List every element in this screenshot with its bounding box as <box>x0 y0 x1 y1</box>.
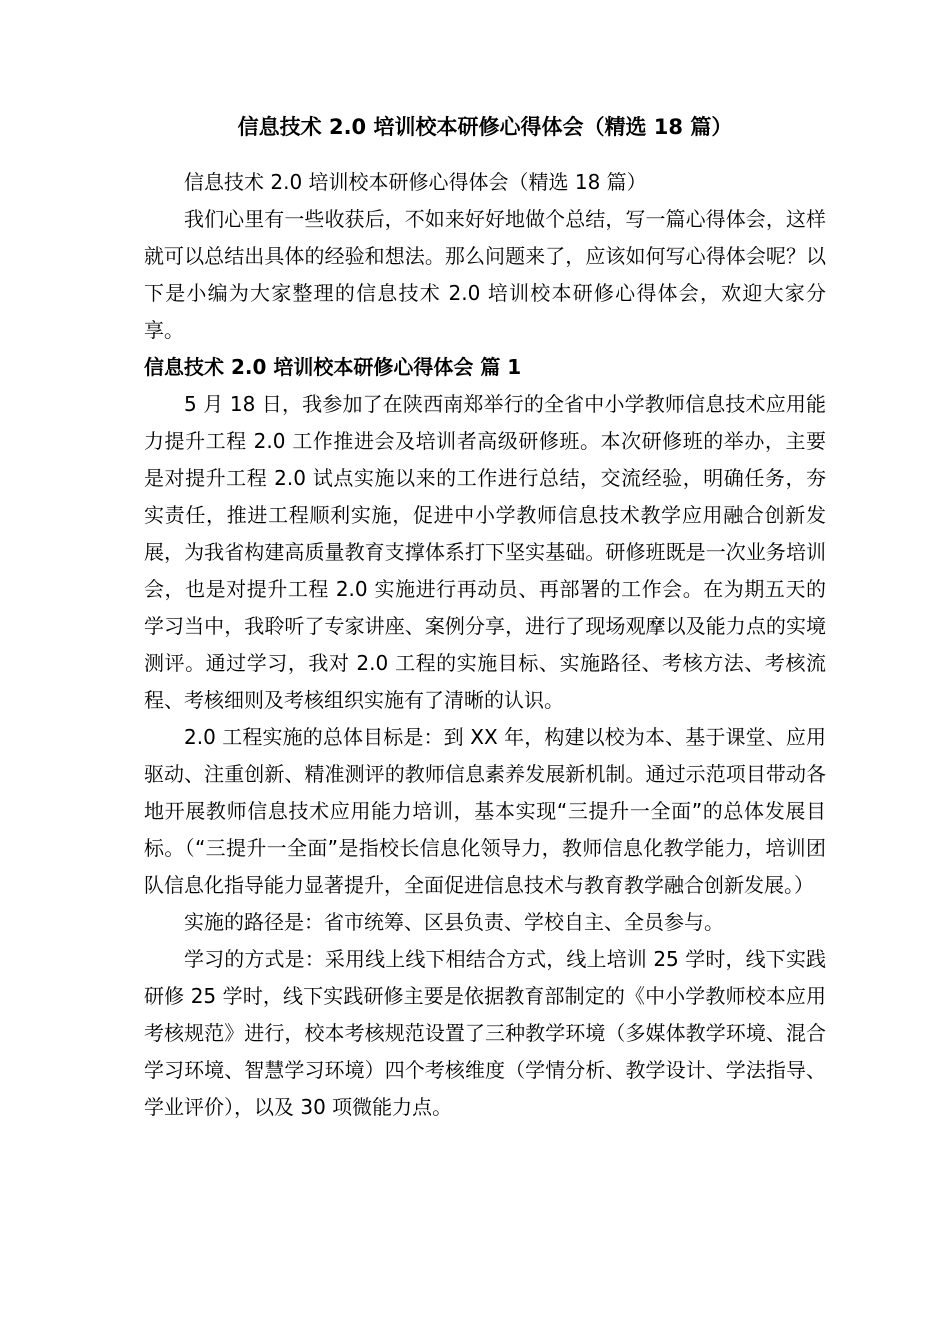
document-title: 信息技术 2.0 培训校本研修心得体会（精选 18 篇） <box>237 115 733 139</box>
document-body <box>144 106 826 1126</box>
section-heading: 信息技术 2.0 培训校本研修心得体会 篇 1 <box>144 355 522 379</box>
paragraph-body: 5 月 18 日，我参加了在陕西南郑举行的全省中小学教师信息技术应用能力提升工程 2.0 工作推进会及培训者高级研修班。本次研修班的举办，主要是对提升工程 2.0 试点实施以来的工作进行总结，交流经验，明确任务，夯实责任，推进工程顺利实施，促进中小学教师信息技术教学应用融合创新发展，为我省构建高质量教育支撑体系打下坚实基础。研修班既是一次业务培训会，也是对提升工程 2.0 实施进行再动员、再部署的工作会。在为期五天的学习当中，我聆听了专家讲座、案例分享，进行了现场观摩以及能力点的实境测评。通过学习，我对 2.0 工程的实施目标、实施路径、考核方法、考核流程、考核细则及考核组织实施有了清晰的认识。 <box>144 392 826 712</box>
paragraph-body: 学习的方式是：采用线上线下相结合方式，线上培训 25 学时，线下实践研修 25 学时，线下实践研修主要是依据教育部制定的《中小学教师校本应用考核规范》进行，校本考核规范设置了三种教学环境（多媒体教学环境、混合学习环境、智慧学习环境）四个考核维度（学情分析、教学设计、学法指导、学业评价），以及 30 项微能力点。 <box>144 947 826 1119</box>
paragraph-body: 2.0 工程实施的总体目标是：到 XX 年，构建以校为本、基于课堂、应用驱动、注重创新、精准测评的教师信息素养发展新机制。通过示范项目带动各地开展教师信息技术应用能力培训，基本实现“三提升一全面”的总体发展目标。（“三提升一全面”是指校长信息化领导力，教师信息化教学能力，培训团队信息化指导能力显著提升，全面促进信息技术与教育教学融合创新发展。） <box>144 725 826 897</box>
paragraph-subtitle: 信息技术 2.0 培训校本研修心得体会（精选 18 篇） <box>184 170 647 194</box>
paragraph-body: 实施的路径是：省市统筹、区县负责、学校自主、全员参与。 <box>184 910 724 934</box>
paragraph-intro: 我们心里有一些收获后，不如来好好地做个总结，写一篇心得体会，这样就可以总结出具体的经验和想法。那么问题来了，应该如何写心得体会呢？以下是小编为大家整理的信息技术 2.0 培训校本研修心得体会，欢迎大家分享。 <box>144 207 826 342</box>
